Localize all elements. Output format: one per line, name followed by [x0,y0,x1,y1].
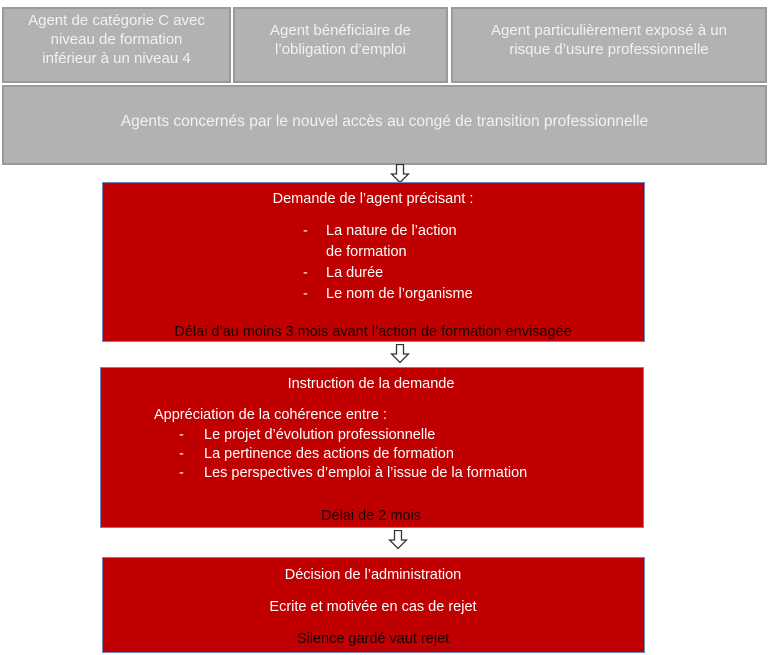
criterion-text: Agent de catégorie C avec [28,12,205,29]
down-arrow-icon [388,530,408,550]
step-request-box [102,182,645,342]
down-arrow-icon [390,164,410,184]
request-item-organism: Le nom de l’organisme [326,286,473,302]
bullet-marker: - [179,465,184,481]
criterion-text: Agent particulièrement exposé à un [491,22,727,39]
decision-written-reasoned: Ecrite et motivée en cas de rejet [269,599,477,615]
request-item-nature: La nature de l’action [326,223,457,239]
step-decision-box [102,557,645,653]
instruction-item-relevance: La pertinence des actions de formation [204,446,454,462]
instruction-item-perspectives: Les perspectives d’emploi à l’issue de la formation [204,465,528,481]
criterion-box-professional-wear [451,7,767,83]
decision-silence-rule: Silence gardé vaut rejet [296,631,450,647]
bullet-marker: - [179,446,184,462]
down-arrow-icon [390,344,410,364]
request-deadline: Délai d’au moins 3 mois avant l’action de formation envisagée [174,324,572,340]
bullet-marker: - [303,223,308,239]
step-instruction-box [100,367,644,528]
instruction-deadline: Délai de 2 mois [321,508,421,524]
bullet-marker: - [303,286,308,302]
request-item-nature-cont: de formation [326,244,407,260]
instruction-intro: Appréciation de la cohérence entre : [154,407,387,423]
criterion-text: Agent bénéficiaire de [270,22,411,39]
step-decision-title: Décision de l’administration [284,567,462,583]
step-request-title: Demande de l’agent précisant : [272,191,474,207]
concerned-agents-box [2,85,767,165]
criterion-box-category-c [2,7,231,83]
step-instruction-title: Instruction de la demande [287,376,455,392]
criterion-box-employment-obligation [233,7,448,83]
criterion-text: niveau de formation [50,31,183,48]
bullet-marker: - [179,427,184,443]
concerned-agents-label: Agents concernés par le nouvel accès au congé de transition professionnelle [120,113,649,130]
criterion-text: risque d’usure professionnelle [509,41,709,58]
request-item-duration: La durée [326,265,384,281]
criterion-text: l’obligation d’emploi [275,41,406,58]
bullet-marker: - [303,265,308,281]
instruction-item-project: Le projet d’évolution professionnelle [204,427,436,443]
criterion-text: inférieur à un niveau 4 [42,50,191,67]
